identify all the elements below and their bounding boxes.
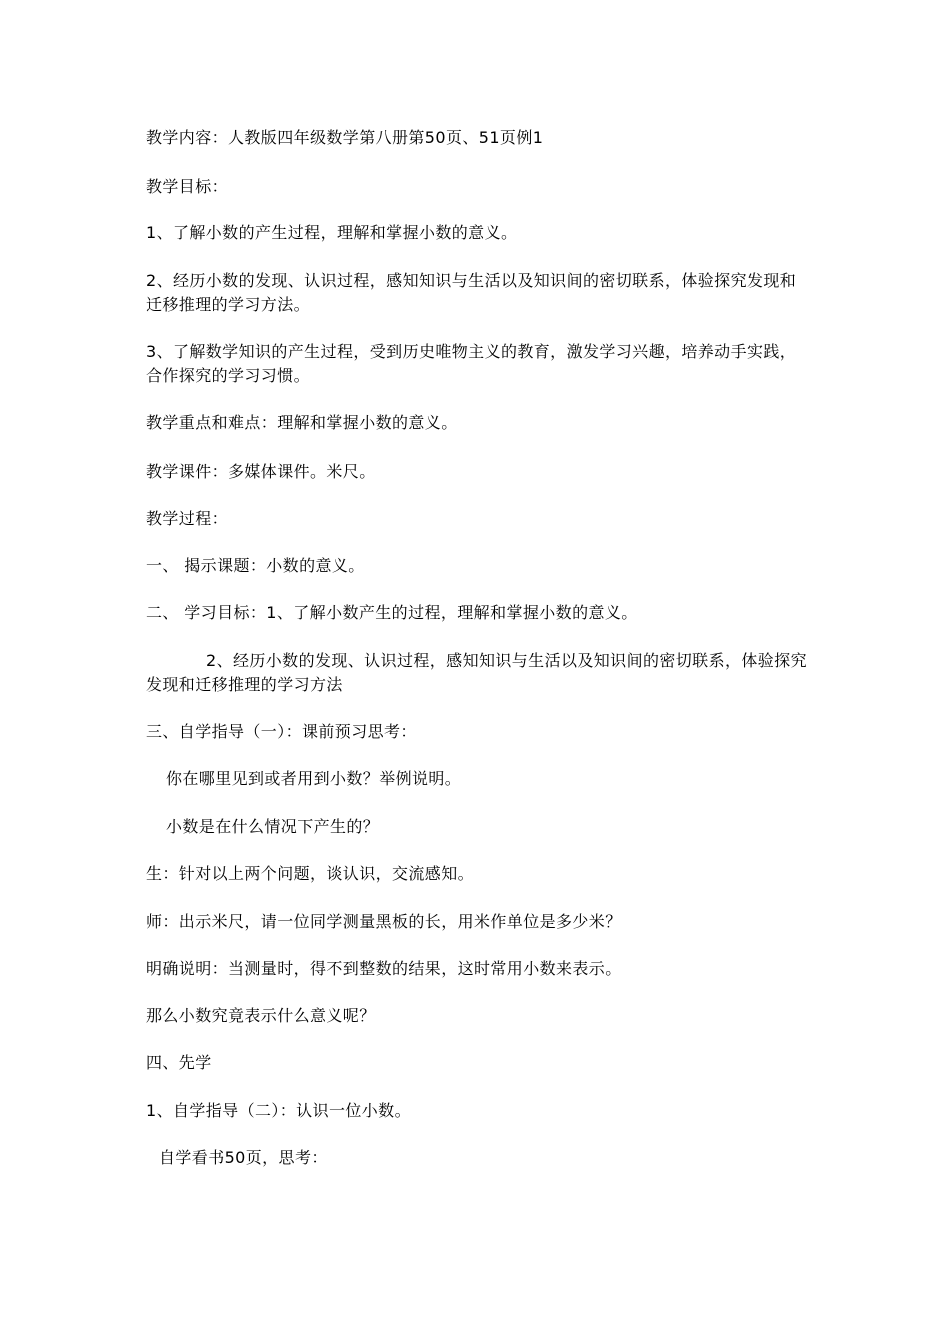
- student-line: 生：针对以上两个问题，谈认识，交流感知。: [146, 864, 475, 883]
- goal-item-3: 3、了解数学知识的产生过程，受到历史唯物主义的教育，激发学习兴趣，培养动手实践，合作探究的学习习惯。: [146, 342, 797, 385]
- question-1: 你在哪里见到或者用到小数？举例说明。: [166, 769, 462, 788]
- section-3-heading: 三、自学指导（一）：课前预习思考：: [146, 722, 417, 741]
- teaching-process-heading: 教学过程：: [146, 509, 229, 528]
- teacher-line: 师：出示米尺，请一位同学测量黑板的长，用米作单位是多少米？: [146, 912, 622, 931]
- section-2-goals: 二、 学习目标：1、了解小数产生的过程，理解和掌握小数的意义。: [146, 603, 638, 622]
- courseware-line: 教学课件：多媒体课件。米尺。: [146, 462, 376, 481]
- section-4-heading: 四、先学: [146, 1053, 212, 1072]
- clarification-line: 明确说明：当测量时，得不到整数的结果，这时常用小数来表示。: [146, 959, 622, 978]
- self-study-guide-2: 1、自学指导（二）：认识一位小数。: [146, 1101, 411, 1120]
- teaching-goals-heading: 教学目标：: [146, 177, 229, 196]
- goal-item-2: 2、经历小数的发现、认识过程，感知知识与生活以及知识间的密切联系，体验探究发现和迁移推理的学习方法。: [146, 271, 797, 314]
- meaning-question: 那么小数究竟表示什么意义呢？: [146, 1006, 376, 1025]
- teaching-content-line: 教学内容：人教版四年级数学第八册第50页、51页例1: [146, 128, 544, 147]
- question-2: 小数是在什么情况下产生的？: [166, 817, 380, 836]
- section-2-goal-2: 2、经历小数的发现、认识过程，感知知识与生活以及知识间的密切联系，体验探究发现和迁移推理的学习方法: [146, 651, 807, 694]
- read-book-line: 自学看书50页，思考：: [159, 1148, 328, 1167]
- goal-item-1: 1、了解小数的产生过程，理解和掌握小数的意义。: [146, 223, 518, 242]
- key-points-line: 教学重点和难点：理解和掌握小数的意义。: [146, 413, 458, 432]
- section-1-topic: 一、 揭示课题：小数的意义。: [146, 556, 365, 575]
